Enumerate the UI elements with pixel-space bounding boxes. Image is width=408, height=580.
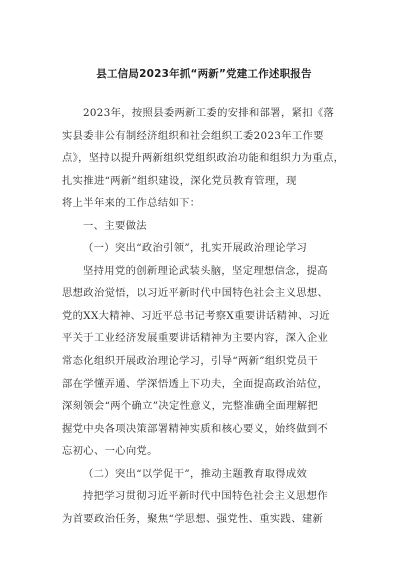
body-line: 常态化组织开展政治理论学习，引导“两新”组织党员干: [62, 355, 319, 368]
body-line: 扎实推进“两新”组织建设，深化党员教育管理，现: [62, 174, 297, 187]
body-line: 深刻领会“两个确立”决定性意义，完整准确全面理解把: [62, 400, 319, 413]
document-body: [62, 102, 350, 530]
body-line: （一）突出“政治引领”，扎实开展政治理论学习: [83, 242, 308, 255]
body-line: 忘初心、一心向党。: [62, 445, 158, 458]
body-line: 平关于工业经济发展重要讲话精神为主要内容，深入企业: [62, 332, 329, 345]
body-line: 将上半年来的工作总结如下：: [62, 197, 201, 210]
body-line: 握党中央各项决策部署精神实质和核心要义，始终做到不: [62, 422, 329, 435]
document-title: 县工信局2023年抓“两新”党建工作述职报告: [96, 68, 312, 80]
body-line: 思想政治觉悟，以习近平新时代中国特色社会主义思想、: [62, 287, 329, 300]
body-line: 党的XX大精神、习近平总书记考察X重要讲话精神、习近: [62, 309, 330, 322]
body-line: 持把学习贯彻习近平新时代中国特色社会主义思想作: [83, 490, 328, 503]
body-line: 为首要政治任务，聚焦“学思想、强党性、重实践、建新: [62, 512, 324, 525]
body-line: 坚持用党的创新理论武装头脑，坚定理想信念，提高: [83, 264, 328, 277]
body-line: 实县委非公有制经济组织和社会组织工委2023年工作要: [62, 129, 324, 142]
body-line: 一、主要做法: [83, 219, 147, 232]
body-line: （二）突出“以学促干”，推动主题教育取得成效: [83, 467, 308, 480]
body-line: 2023年，按照县委两新工委的安排和部署，紧扣《落: [83, 107, 335, 119]
body-line: 点》，坚持以提升两新组织党组织政治功能和组织力为重点，: [62, 152, 345, 165]
body-line: 部在学懂弄通、学深悟透上下功夫，全面提高政治站位，: [62, 377, 329, 390]
